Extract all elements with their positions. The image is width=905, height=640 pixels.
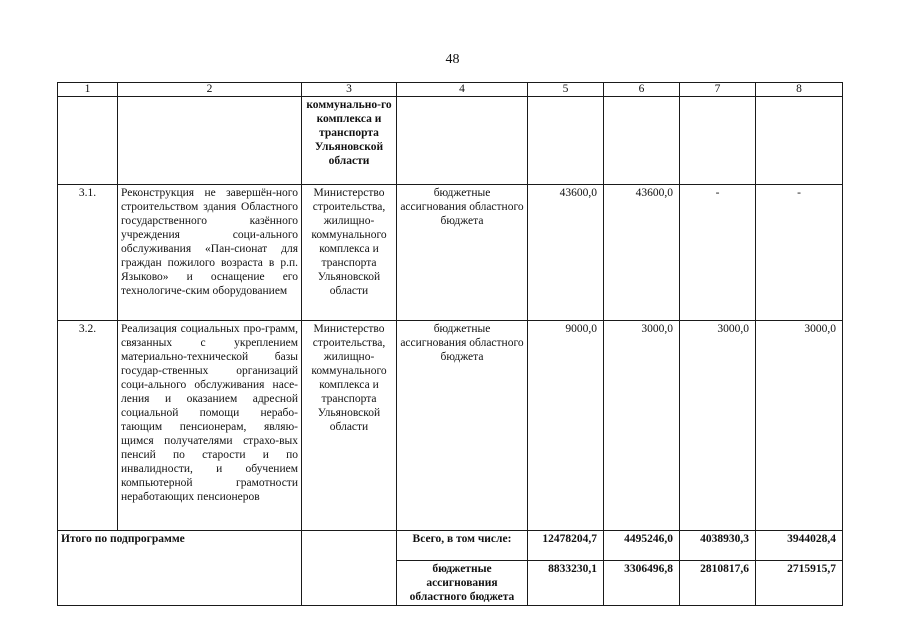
value-cell: 9000,0	[528, 321, 604, 531]
column-number-row	[58, 83, 843, 97]
column-header: 7	[680, 83, 756, 97]
column-header: 5	[528, 83, 604, 97]
total-source-cell: Всего, в том числе:	[397, 531, 528, 561]
event-cell: Реализация социальных про-грамм, связанных с укреплением материально-технической базы государ-ственных организаций соци-ального обслуживания насе-ления и оказанием адресной социальной помощи нерабо-тающим пенсионерам, являю-щимся получателями страхо-вых пенсий по старости и по инвалидности, и обучением компьютерной грамотности неработающих пенсионеров	[118, 321, 302, 531]
column-header: 8	[756, 83, 843, 97]
total-source-cell: бюджетные ассигнования областного бюджета	[397, 561, 528, 606]
total-value-cell: 12478204,7	[528, 531, 604, 561]
column-header: 2	[118, 83, 302, 97]
total-label: Итого по подпрограмме	[58, 531, 302, 606]
row-number: 3.2.	[58, 321, 118, 531]
value-cell: 3000,0	[756, 321, 843, 531]
total-row	[58, 531, 843, 561]
source-cell: бюджетные ассигнования областного бюджета	[397, 185, 528, 321]
continuation-row	[58, 97, 843, 185]
column-header: 6	[604, 83, 680, 97]
column-header: 4	[397, 83, 528, 97]
source-cell: бюджетные ассигнования областного бюджета	[397, 321, 528, 531]
value-cell: -	[680, 185, 756, 321]
row-number: 3.1.	[58, 185, 118, 321]
page-number: 48	[445, 52, 460, 67]
value-cell: 43600,0	[528, 185, 604, 321]
total-value-cell: 2810817,6	[680, 561, 756, 606]
event-cell: Реконструкция не завершён-ного строительством здания Областного государственного казённого учреждения соци-ального обслуживания «Пан-сионат для граждан пожилого возраста в р.п. Языково» и оснащение его технологиче-ским оборудованием	[118, 185, 302, 321]
total-value-cell: 2715915,7	[756, 561, 843, 606]
table-row	[58, 185, 843, 321]
value-cell: 3000,0	[604, 321, 680, 531]
column-header: 1	[58, 83, 118, 97]
value-cell: 43600,0	[604, 185, 680, 321]
total-value-cell: 3944028,4	[756, 531, 843, 561]
executor-cell: Министерство строительства, жилищно-коммунального комплекса и транспорта Ульяновской области	[302, 185, 397, 321]
total-value-cell: 3306496,8	[604, 561, 680, 606]
total-value-cell: 4038930,3	[680, 531, 756, 561]
value-cell: 3000,0	[680, 321, 756, 531]
executor-cell: Министерство строительства, жилищно-коммунального комплекса и транспорта Ульяновской области	[302, 321, 397, 531]
column-header: 3	[302, 83, 397, 97]
executor-cell: коммунально-го комплекса и транспорта Ульяновской области	[302, 97, 397, 185]
total-value-cell: 4495246,0	[604, 531, 680, 561]
table-row	[58, 321, 843, 531]
value-cell: -	[756, 185, 843, 321]
total-value-cell: 8833230,1	[528, 561, 604, 606]
program-table	[57, 82, 843, 606]
